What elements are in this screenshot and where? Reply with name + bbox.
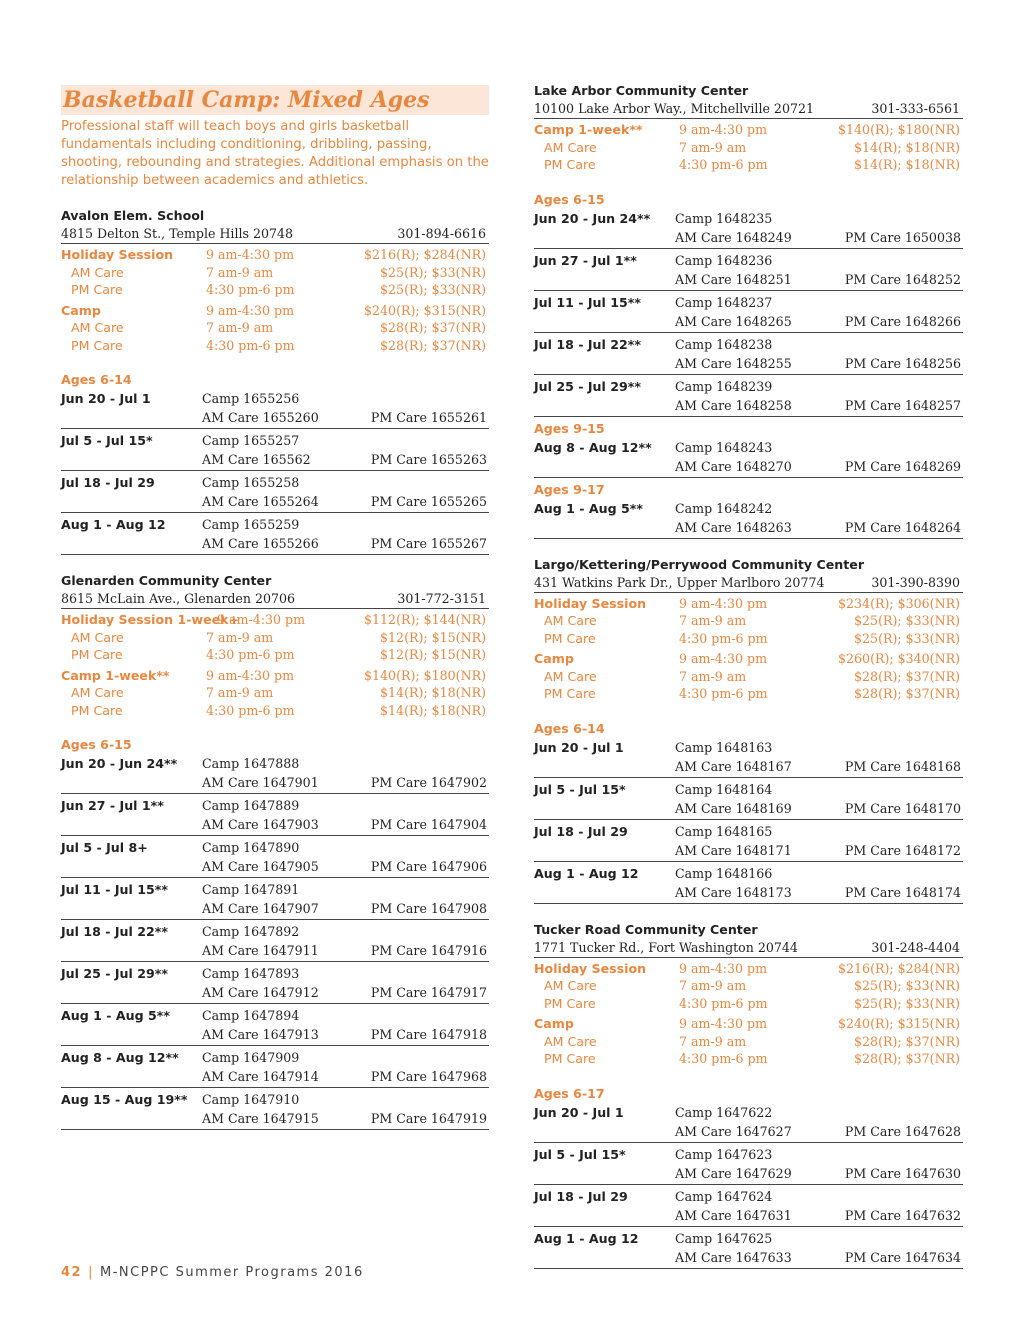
pricing-time: 4:30 pm-6 pm bbox=[206, 647, 295, 662]
pricing-time: 7 am-9 am bbox=[679, 613, 747, 628]
pricing-subrow bbox=[534, 139, 963, 157]
session-dates: Jun 27 - Jul 1** bbox=[534, 252, 637, 268]
pricing-time: 9 am-4:30 pm bbox=[206, 667, 295, 683]
center-name: Glenarden Community Center bbox=[61, 573, 272, 588]
session-camp-code: Camp 1648239 bbox=[675, 378, 773, 394]
pricing-label: Holiday Session bbox=[61, 247, 174, 262]
pricing-time: 7 am-9 am bbox=[206, 685, 274, 700]
session-pm-care-code: PM Care 1655261 bbox=[370, 410, 487, 425]
session-dates: Aug 8 - Aug 12** bbox=[534, 439, 652, 455]
center-phone: 301-772-3151 bbox=[397, 591, 486, 606]
pricing-fee: $12(R); $15(NR) bbox=[380, 647, 486, 662]
session-am-care-code: AM Care 1648167 bbox=[675, 758, 792, 774]
program-description: Professional staff will teach boys and girls basketball fundamentals including conditioning, dribbling, passing, shooting, rebounding and strategies. Additional emphasis on the relationship between academics and athletics. bbox=[61, 119, 489, 188]
session-dates: Jun 20 - Jul 1 bbox=[534, 739, 624, 755]
pricing-sublabel: PM Care bbox=[544, 686, 596, 701]
pricing-sublabel: PM Care bbox=[544, 630, 596, 646]
session-pm-care-code: PM Care 1647917 bbox=[370, 985, 487, 1000]
pricing-fee: $14(R); $18(NR) bbox=[854, 157, 960, 172]
pricing-fee: $12(R); $15(NR) bbox=[380, 629, 486, 645]
pricing-sublabel: PM Care bbox=[544, 157, 596, 172]
center-block bbox=[534, 921, 963, 1269]
pricing-fee: $25(R); $33(NR) bbox=[854, 630, 960, 646]
session-camp-code: Camp 1647890 bbox=[202, 840, 300, 855]
session-row bbox=[534, 335, 963, 375]
pricing-row bbox=[61, 246, 489, 264]
session-am-care-code: AM Care 1655266 bbox=[202, 536, 319, 551]
session-row bbox=[534, 209, 963, 249]
session-dates: Aug 1 - Aug 12 bbox=[534, 1230, 639, 1246]
session-row bbox=[534, 1145, 963, 1185]
footer-text: M-NCPPC Summer Programs 2016 bbox=[99, 1265, 364, 1280]
session-dates: Jul 25 - Jul 29** bbox=[534, 378, 641, 394]
session-camp-code: Camp 1647889 bbox=[202, 798, 300, 813]
pricing-label: Holiday Session 1-week+ bbox=[61, 612, 240, 627]
pricing-subrow bbox=[61, 684, 489, 702]
session-camp-code: Camp 1648163 bbox=[675, 739, 773, 755]
session-camp-code: Camp 1647623 bbox=[675, 1146, 773, 1162]
right-column bbox=[534, 82, 963, 1271]
center-block bbox=[534, 82, 963, 539]
session-dates: Jun 20 - Jun 24** bbox=[534, 210, 651, 226]
pricing-sublabel: AM Care bbox=[71, 629, 124, 645]
pricing-row bbox=[534, 121, 963, 139]
pricing-subrow bbox=[61, 264, 489, 282]
pricing-sublabel: PM Care bbox=[544, 995, 596, 1011]
session-dates: Jul 18 - Jul 29 bbox=[534, 1188, 628, 1204]
pricing-label: Camp bbox=[534, 1016, 574, 1031]
session-row bbox=[61, 754, 489, 794]
session-camp-code: Camp 1655257 bbox=[202, 433, 300, 448]
session-camp-code: Camp 1647910 bbox=[202, 1092, 300, 1107]
session-am-care-code: AM Care 1648255 bbox=[675, 355, 792, 371]
center-phone: 301-333-6561 bbox=[871, 101, 960, 116]
session-row bbox=[61, 1090, 489, 1130]
session-camp-code: Camp 1648166 bbox=[675, 865, 773, 881]
session-am-care-code: AM Care 1647901 bbox=[202, 775, 319, 790]
session-am-care-code: AM Care 1647631 bbox=[675, 1207, 792, 1223]
pricing-fee: $140(R); $180(NR) bbox=[364, 667, 486, 683]
center-address: 1771 Tucker Rd., Fort Washington 20744 bbox=[534, 939, 798, 955]
session-camp-code: Camp 1648236 bbox=[675, 252, 773, 268]
session-pm-care-code: PM Care 1648257 bbox=[844, 397, 961, 413]
pricing-fee: $25(R); $33(NR) bbox=[854, 995, 960, 1011]
pricing-time: 4:30 pm-6 pm bbox=[206, 702, 295, 718]
pricing-time: 9 am-4:30 pm bbox=[679, 960, 768, 976]
session-pm-care-code: PM Care 1647918 bbox=[370, 1027, 487, 1042]
session-dates: Jul 25 - Jul 29** bbox=[61, 966, 168, 981]
session-row bbox=[61, 922, 489, 962]
pricing-time: 4:30 pm-6 pm bbox=[679, 686, 768, 701]
session-camp-code: Camp 1648242 bbox=[675, 500, 773, 516]
center-address-line bbox=[534, 574, 963, 593]
pricing-sublabel: AM Care bbox=[544, 1033, 597, 1049]
center-address: 431 Watkins Park Dr., Upper Marlboro 20774 bbox=[534, 574, 825, 590]
session-am-care-code: AM Care 1647915 bbox=[202, 1111, 319, 1126]
pricing-fee: $28(R); $37(NR) bbox=[854, 686, 960, 701]
pricing-time: 4:30 pm-6 pm bbox=[679, 995, 768, 1011]
session-pm-care-code: PM Care 1648266 bbox=[844, 313, 961, 329]
pricing-fee: $28(R); $37(NR) bbox=[380, 320, 486, 335]
center-address-line bbox=[61, 590, 489, 609]
session-am-care-code: AM Care 1648258 bbox=[675, 397, 792, 413]
session-camp-code: Camp 1655258 bbox=[202, 475, 300, 490]
session-dates: Jun 27 - Jul 1** bbox=[61, 798, 164, 813]
left-column bbox=[61, 85, 489, 1132]
session-pm-care-code: PM Care 1648170 bbox=[844, 800, 961, 816]
pricing-row bbox=[534, 1015, 963, 1033]
age-group-heading: Ages 6-14 bbox=[61, 372, 132, 387]
session-am-care-code: AM Care 1648270 bbox=[675, 458, 792, 474]
session-am-care-code: AM Care 1647629 bbox=[675, 1165, 792, 1181]
session-row bbox=[61, 389, 489, 429]
session-camp-code: Camp 1647888 bbox=[202, 756, 300, 771]
session-pm-care-code: PM Care 1647628 bbox=[844, 1123, 961, 1139]
session-dates: Jul 18 - Jul 22** bbox=[534, 336, 641, 352]
session-row bbox=[61, 796, 489, 836]
pricing-time: 9 am-4:30 pm bbox=[679, 1016, 768, 1031]
center-block bbox=[61, 572, 489, 1130]
session-row bbox=[534, 251, 963, 291]
center-address-line bbox=[61, 225, 489, 244]
session-row bbox=[61, 964, 489, 1004]
pricing-fee: $216(R); $284(NR) bbox=[364, 247, 486, 262]
center-name: Avalon Elem. School bbox=[61, 208, 205, 223]
session-am-care-code: AM Care 1647912 bbox=[202, 985, 319, 1000]
pricing-fee: $25(R); $33(NR) bbox=[854, 613, 960, 628]
session-pm-care-code: PM Care 1648264 bbox=[844, 519, 961, 535]
age-group-heading: Ages 6-15 bbox=[61, 737, 132, 752]
pricing-time: 9 am-4:30 pm bbox=[206, 302, 295, 318]
pricing-row bbox=[61, 611, 489, 629]
session-camp-code: Camp 1648235 bbox=[675, 210, 773, 226]
center-address-line bbox=[534, 100, 963, 119]
pricing-sublabel: AM Care bbox=[71, 320, 124, 335]
pricing-subrow bbox=[61, 281, 489, 299]
session-camp-code: Camp 1647894 bbox=[202, 1008, 300, 1023]
session-dates: Jul 11 - Jul 15** bbox=[61, 882, 168, 897]
pricing-table bbox=[534, 595, 963, 703]
center-name: Lake Arbor Community Center bbox=[534, 83, 749, 98]
pricing-time: 9 am-4:30 pm bbox=[679, 122, 768, 137]
pricing-fee: $28(R); $37(NR) bbox=[380, 337, 486, 353]
session-pm-care-code: PM Care 1647968 bbox=[370, 1069, 487, 1084]
pricing-time: 7 am-9 am bbox=[679, 668, 747, 684]
session-row bbox=[61, 515, 489, 555]
session-am-care-code: AM Care 1655260 bbox=[202, 410, 319, 425]
session-camp-code: Camp 1648164 bbox=[675, 781, 773, 797]
session-pm-care-code: PM Care 1647634 bbox=[844, 1249, 961, 1265]
session-camp-code: Camp 1647891 bbox=[202, 882, 300, 897]
session-am-care-code: AM Care 165562 bbox=[202, 452, 311, 467]
pricing-subrow bbox=[61, 629, 489, 647]
pricing-row bbox=[534, 595, 963, 613]
pricing-sublabel: PM Care bbox=[71, 702, 123, 718]
pricing-subrow bbox=[61, 646, 489, 664]
session-dates: Jul 5 - Jul 8+ bbox=[61, 840, 148, 855]
session-row bbox=[534, 780, 963, 820]
session-row bbox=[61, 880, 489, 920]
session-pm-care-code: PM Care 1648174 bbox=[844, 884, 961, 900]
page-number: 42 bbox=[61, 1265, 83, 1280]
session-pm-care-code: PM Care 1647902 bbox=[370, 775, 487, 790]
pricing-sublabel: PM Care bbox=[71, 647, 123, 662]
pricing-label: Camp bbox=[61, 302, 101, 318]
center-address-line bbox=[534, 939, 963, 958]
session-camp-code: Camp 1655259 bbox=[202, 517, 300, 532]
session-pm-care-code: PM Care 1647919 bbox=[370, 1111, 487, 1126]
pricing-table bbox=[534, 960, 963, 1068]
pricing-label: Camp bbox=[534, 651, 574, 666]
pricing-sublabel: PM Care bbox=[71, 282, 123, 297]
pricing-time: 7 am-9 am bbox=[206, 264, 274, 280]
pricing-sublabel: PM Care bbox=[71, 337, 123, 353]
pricing-label: Holiday Session bbox=[534, 960, 647, 976]
pricing-time: 7 am-9 am bbox=[206, 629, 274, 645]
session-pm-care-code: PM Care 1655265 bbox=[370, 494, 487, 509]
pricing-time: 7 am-9 am bbox=[679, 1033, 747, 1049]
pricing-fee: $140(R); $180(NR) bbox=[838, 122, 960, 137]
session-pm-care-code: PM Care 1647632 bbox=[844, 1207, 961, 1223]
session-pm-care-code: PM Care 1650038 bbox=[844, 229, 961, 245]
page-title: Basketball Camp: Mixed Ages bbox=[61, 85, 489, 115]
session-am-care-code: AM Care 1648169 bbox=[675, 800, 792, 816]
age-group-heading: Ages 6-14 bbox=[534, 720, 605, 736]
session-pm-care-code: PM Care 1648269 bbox=[844, 458, 961, 474]
center-phone: 301-894-6616 bbox=[397, 226, 486, 241]
session-am-care-code: AM Care 1647911 bbox=[202, 943, 319, 958]
age-group-heading: Ages 9-15 bbox=[534, 420, 605, 436]
session-pm-care-code: PM Care 1647904 bbox=[370, 817, 487, 832]
pricing-subrow bbox=[61, 702, 489, 720]
session-am-care-code: AM Care 1647633 bbox=[675, 1249, 792, 1265]
pricing-fee: $216(R); $284(NR) bbox=[838, 960, 960, 976]
pricing-subrow bbox=[61, 319, 489, 337]
session-dates: Jul 18 - Jul 22** bbox=[61, 924, 168, 939]
session-dates: Jul 18 - Jul 29 bbox=[61, 475, 155, 490]
pricing-fee: $25(R); $33(NR) bbox=[380, 264, 486, 280]
session-dates: Jun 20 - Jul 1 bbox=[61, 391, 151, 406]
session-pm-care-code: PM Care 1655263 bbox=[370, 452, 487, 467]
session-dates: Aug 8 - Aug 12** bbox=[61, 1050, 179, 1065]
pricing-label: Camp 1-week** bbox=[61, 667, 170, 683]
pricing-sublabel: AM Care bbox=[544, 978, 597, 993]
session-am-care-code: AM Care 1648265 bbox=[675, 313, 792, 329]
session-camp-code: Camp 1647893 bbox=[202, 966, 300, 981]
pricing-fee: $240(R); $315(NR) bbox=[364, 302, 486, 318]
pricing-time: 9 am-4:30 pm bbox=[679, 651, 768, 666]
session-am-care-code: AM Care 1647914 bbox=[202, 1069, 319, 1084]
pricing-time: 7 am-9 am bbox=[206, 320, 274, 335]
session-pm-care-code: PM Care 1647908 bbox=[370, 901, 487, 916]
session-pm-care-code: PM Care 1647916 bbox=[370, 943, 487, 958]
pricing-fee: $240(R); $315(NR) bbox=[838, 1016, 960, 1031]
session-camp-code: Camp 1647909 bbox=[202, 1050, 300, 1065]
session-am-care-code: AM Care 1648173 bbox=[675, 884, 792, 900]
pricing-row bbox=[534, 960, 963, 978]
pricing-table bbox=[61, 611, 489, 719]
center-address: 4815 Delton St., Temple Hills 20748 bbox=[61, 226, 294, 241]
pricing-fee: $25(R); $33(NR) bbox=[854, 978, 960, 993]
pricing-subrow bbox=[534, 612, 963, 630]
pricing-time: 4:30 pm-6 pm bbox=[679, 157, 768, 172]
center-phone: 301-248-4404 bbox=[871, 939, 960, 955]
pricing-fee: $28(R); $37(NR) bbox=[854, 1051, 960, 1066]
pricing-time: 7 am-9 am bbox=[679, 978, 747, 993]
center-name: Tucker Road Community Center bbox=[534, 921, 758, 937]
session-pm-care-code: PM Care 1648252 bbox=[844, 271, 961, 287]
pricing-table bbox=[534, 121, 963, 174]
center-address: 10100 Lake Arbor Way., Mitchellville 20721 bbox=[534, 101, 814, 116]
session-dates: Jun 20 - Jul 1 bbox=[534, 1104, 624, 1120]
pricing-time: 4:30 pm-6 pm bbox=[206, 282, 295, 297]
session-row bbox=[534, 293, 963, 333]
page-footer bbox=[61, 1265, 364, 1280]
session-row bbox=[534, 1103, 963, 1143]
right-centers bbox=[534, 82, 963, 1269]
session-am-care-code: AM Care 1655264 bbox=[202, 494, 319, 509]
session-row bbox=[534, 864, 963, 904]
center-block bbox=[61, 207, 489, 555]
pricing-subrow bbox=[534, 156, 963, 174]
session-row bbox=[61, 431, 489, 471]
session-pm-care-code: PM Care 1648256 bbox=[844, 355, 961, 371]
center-address: 8615 McLain Ave., Glenarden 20706 bbox=[61, 591, 296, 606]
center-phone: 301-390-8390 bbox=[871, 574, 960, 590]
pricing-subrow bbox=[534, 1033, 963, 1051]
age-group-heading: Ages 9-17 bbox=[534, 481, 605, 497]
session-dates: Jul 5 - Jul 15* bbox=[61, 433, 153, 448]
pricing-sublabel: AM Care bbox=[544, 668, 597, 684]
pricing-fee: $14(R); $18(NR) bbox=[854, 139, 960, 155]
session-am-care-code: AM Care 1647907 bbox=[202, 901, 319, 916]
pricing-sublabel: AM Care bbox=[544, 613, 597, 628]
pricing-label: Camp 1-week** bbox=[534, 122, 643, 137]
session-camp-code: Camp 1648165 bbox=[675, 823, 773, 839]
pricing-fee: $260(R); $340(NR) bbox=[838, 651, 960, 666]
pricing-time: 7 am-9 am bbox=[679, 139, 747, 155]
session-row bbox=[61, 838, 489, 878]
session-dates: Aug 1 - Aug 5** bbox=[534, 500, 643, 516]
session-pm-care-code: PM Care 1647630 bbox=[844, 1165, 961, 1181]
session-row bbox=[534, 438, 963, 478]
session-dates: Jul 5 - Jul 15* bbox=[534, 781, 626, 797]
session-row bbox=[534, 822, 963, 862]
pricing-time: 9 am-4:30 pm bbox=[206, 247, 295, 262]
session-camp-code: Camp 1648243 bbox=[675, 439, 773, 455]
pricing-fee: $112(R); $144(NR) bbox=[364, 612, 486, 627]
pricing-row bbox=[534, 650, 963, 668]
session-dates: Aug 1 - Aug 5** bbox=[61, 1008, 170, 1023]
session-am-care-code: AM Care 1647905 bbox=[202, 859, 319, 874]
session-pm-care-code: PM Care 1648172 bbox=[844, 842, 961, 858]
session-row bbox=[534, 377, 963, 417]
pricing-fee: $25(R); $33(NR) bbox=[380, 282, 486, 297]
pricing-fee: $28(R); $37(NR) bbox=[854, 668, 960, 684]
session-pm-care-code: PM Care 1655267 bbox=[370, 536, 487, 551]
age-group-heading: Ages 6-15 bbox=[534, 191, 605, 207]
pricing-fee: $14(R); $18(NR) bbox=[380, 702, 486, 718]
pricing-sublabel: AM Care bbox=[71, 264, 124, 280]
pricing-subrow bbox=[534, 685, 963, 703]
pricing-sublabel: AM Care bbox=[544, 139, 597, 155]
session-camp-code: Camp 1647624 bbox=[675, 1188, 773, 1204]
session-dates: Aug 1 - Aug 12 bbox=[534, 865, 639, 881]
session-camp-code: Camp 1647622 bbox=[675, 1104, 773, 1120]
pricing-fee: $234(R); $306(NR) bbox=[838, 595, 960, 611]
session-dates: Jun 20 - Jun 24** bbox=[61, 756, 178, 771]
session-camp-code: Camp 1648237 bbox=[675, 294, 773, 310]
pricing-subrow bbox=[534, 1050, 963, 1068]
session-row bbox=[534, 1187, 963, 1227]
pricing-subrow bbox=[61, 337, 489, 355]
session-camp-code: Camp 1647892 bbox=[202, 924, 300, 939]
pricing-time: 4:30 pm-6 pm bbox=[679, 1051, 768, 1066]
pricing-subrow bbox=[534, 995, 963, 1013]
pricing-sublabel: AM Care bbox=[71, 685, 124, 700]
pricing-time: 9 am-4:30 pm bbox=[217, 612, 306, 627]
pricing-subrow bbox=[534, 977, 963, 995]
session-row bbox=[534, 1229, 963, 1269]
pricing-row bbox=[61, 302, 489, 320]
session-camp-code: Camp 1647625 bbox=[675, 1230, 773, 1246]
pricing-table bbox=[61, 246, 489, 354]
session-dates: Jul 5 - Jul 15* bbox=[534, 1146, 626, 1162]
session-camp-code: Camp 1655256 bbox=[202, 391, 300, 406]
session-dates: Jul 11 - Jul 15** bbox=[534, 294, 641, 310]
pricing-subrow bbox=[534, 668, 963, 686]
pricing-time: 4:30 pm-6 pm bbox=[679, 630, 768, 646]
session-am-care-code: AM Care 1647903 bbox=[202, 817, 319, 832]
session-dates: Jul 18 - Jul 29 bbox=[534, 823, 628, 839]
pricing-time: 4:30 pm-6 pm bbox=[206, 337, 295, 353]
session-row bbox=[534, 499, 963, 539]
session-am-care-code: AM Care 1648249 bbox=[675, 229, 792, 245]
pricing-fee: $14(R); $18(NR) bbox=[380, 685, 486, 700]
pricing-row bbox=[61, 667, 489, 685]
session-am-care-code: AM Care 1648171 bbox=[675, 842, 792, 858]
center-block bbox=[534, 556, 963, 904]
pricing-time: 9 am-4:30 pm bbox=[679, 595, 768, 611]
session-pm-care-code: PM Care 1647906 bbox=[370, 859, 487, 874]
pricing-label: Holiday Session bbox=[534, 595, 647, 611]
age-group-heading: Ages 6-17 bbox=[534, 1085, 605, 1101]
session-camp-code: Camp 1648238 bbox=[675, 336, 773, 352]
session-row bbox=[61, 1006, 489, 1046]
session-am-care-code: AM Care 1648263 bbox=[675, 519, 792, 535]
session-row bbox=[61, 473, 489, 513]
footer-separator: | bbox=[88, 1265, 94, 1280]
session-dates: Aug 15 - Aug 19** bbox=[61, 1092, 188, 1107]
pricing-fee: $28(R); $37(NR) bbox=[854, 1033, 960, 1049]
session-dates: Aug 1 - Aug 12 bbox=[61, 517, 166, 532]
session-am-care-code: AM Care 1648251 bbox=[675, 271, 792, 287]
session-am-care-code: AM Care 1647627 bbox=[675, 1123, 792, 1139]
session-row bbox=[534, 738, 963, 778]
session-pm-care-code: PM Care 1648168 bbox=[844, 758, 961, 774]
session-am-care-code: AM Care 1647913 bbox=[202, 1027, 319, 1042]
session-row bbox=[61, 1048, 489, 1088]
center-name: Largo/Kettering/Perrywood Community Center bbox=[534, 556, 865, 572]
pricing-sublabel: PM Care bbox=[544, 1051, 596, 1066]
pricing-subrow bbox=[534, 630, 963, 648]
left-centers bbox=[61, 207, 489, 1130]
